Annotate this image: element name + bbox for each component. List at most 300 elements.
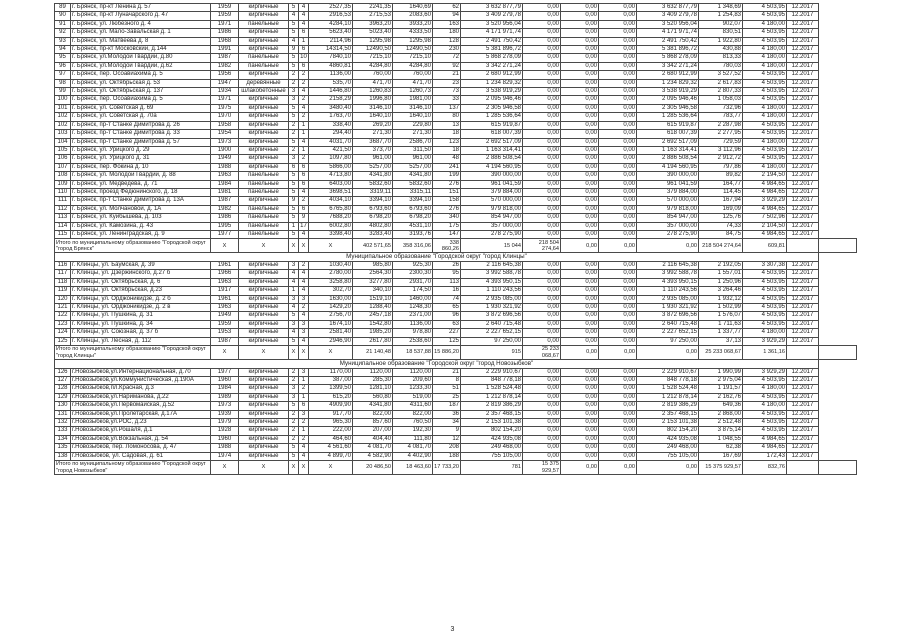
table-cell: 0,00 — [523, 377, 561, 385]
table-cell: 1934 — [211, 88, 239, 96]
table-cell: 0,00 — [561, 295, 599, 303]
subtotal-label: Итого по муниципальному образованию "Городской округ "город Клинцы" — [55, 346, 211, 360]
table-cell: 1975 — [211, 104, 239, 112]
table-cell: 0,00 — [523, 444, 561, 452]
table-cell: 207,00 — [353, 427, 393, 435]
table-cell: 278 275,90 — [461, 230, 523, 238]
table-cell: 0,00 — [599, 377, 637, 385]
table-cell: 430,88 — [699, 46, 743, 54]
table-cell: 1988 — [211, 444, 239, 452]
table-cell: 1281,10 — [353, 385, 393, 393]
table-cell: 1 930 321,92 — [461, 304, 523, 312]
table-cell: 917,70 — [309, 410, 353, 418]
table-cell: г. Клинцы, ул. Пушкина, д. 34 — [71, 320, 211, 328]
table-cell: кирпичные — [239, 163, 289, 171]
table-cell: г. Брянск, ул.Молодой Гвардии, д.62 — [71, 62, 211, 70]
table-cell: 229,80 — [393, 121, 433, 129]
table-cell: 1973 — [211, 402, 239, 410]
table-cell: 4 081,70 — [393, 444, 433, 452]
table-cell: 0,00 — [599, 172, 637, 180]
table-cell: 14314,50 — [309, 46, 353, 54]
table-cell: 129 — [55, 393, 71, 401]
table-cell: 271,30 — [353, 130, 393, 138]
table-cell: 249 468,00 — [461, 444, 523, 452]
table-cell: 1995 — [211, 222, 239, 230]
table-cell: 1460,00 — [393, 295, 433, 303]
table-cell: 2 192,05 — [699, 261, 743, 269]
table-cell: 0,00 — [599, 121, 637, 129]
table-cell: 732,96 — [699, 104, 743, 112]
table-cell: 96 — [433, 312, 461, 320]
table-cell: 1429,20 — [309, 304, 353, 312]
table-row — [55, 46, 857, 54]
subtotal-cell: 0,00 — [637, 239, 699, 253]
table-cell: 7840,10 — [309, 54, 353, 62]
table-cell: 2241,35 — [353, 4, 393, 12]
table-cell: 1 285 536,64 — [461, 113, 523, 121]
table-cell: 471,70 — [393, 79, 433, 87]
table-cell: 110 — [55, 188, 71, 196]
table-cell: 0,00 — [523, 385, 561, 393]
table-cell: 1 — [299, 427, 309, 435]
table-cell: г. Брянск, пр-кт Луначарского д. 47 — [71, 12, 211, 20]
table-cell: г. Брянск, ул. Любезного д. 4 — [71, 20, 211, 28]
table-cell: 0,00 — [523, 287, 561, 295]
table-cell: 12.2017 — [787, 79, 819, 87]
table-cell: кирпичные — [239, 261, 289, 269]
table-cell: г. Брянск, ул. Молчановой, д. 1А — [71, 205, 211, 213]
table-cell: 2 — [299, 79, 309, 87]
table-cell: 1949 — [211, 155, 239, 163]
table-cell: 4 180,00 — [743, 138, 787, 146]
subtotal-cell: 15 375 929,57 — [523, 461, 561, 475]
table-cell: 0,00 — [523, 419, 561, 427]
table-cell: 72 — [433, 54, 461, 62]
table-cell: 0,00 — [523, 163, 561, 171]
table-row — [55, 197, 857, 205]
table-cell: 4 402,90 — [393, 452, 433, 460]
table-cell: 0,00 — [523, 427, 561, 435]
table-cell: 3 520 956,04 — [637, 20, 699, 28]
table-cell: 4 194 560,95 — [637, 163, 699, 171]
table-cell: 12.2017 — [787, 278, 819, 286]
table-cell: 12.2017 — [787, 29, 819, 37]
table-row — [55, 337, 857, 345]
table-cell: 10 — [300, 54, 307, 61]
table-cell: 1988 — [211, 163, 239, 171]
table-cell: 84,75 — [699, 230, 743, 238]
table-cell: 424 935,08 — [461, 435, 523, 443]
table-cell: 5 868 278,09 — [461, 54, 523, 62]
table-row — [55, 435, 857, 443]
table-cell: 1961 — [211, 261, 239, 269]
table-cell: 2 229 910,67 — [637, 368, 699, 376]
table-cell: 105 — [55, 146, 71, 154]
table-cell: 4 984,65 — [743, 435, 787, 443]
table-cell: г. Брянск, пер. Осоавиахима д. 5 — [71, 71, 211, 79]
table-cell: 5 — [289, 188, 299, 196]
section-title: Муниципальное образование "Городской округ "город Новозыбков" — [55, 360, 819, 369]
table-cell: 209,60 — [393, 377, 433, 385]
table-row — [55, 130, 857, 138]
table-cell: 1 — [299, 121, 309, 129]
table-cell: 36 — [433, 410, 461, 418]
table-cell: 0,00 — [561, 402, 599, 410]
table-cell: 3 — [299, 320, 309, 328]
table-cell: 106 — [55, 155, 71, 163]
table-cell: 12.2017 — [787, 444, 819, 452]
table-cell: 4 503,95 — [743, 121, 787, 129]
table-cell: 0,00 — [599, 368, 637, 376]
table-cell: 2 491 750,42 — [637, 37, 699, 45]
table-cell: 0,00 — [599, 62, 637, 70]
table-cell: 857,60 — [353, 419, 393, 427]
table-cell: 107 — [55, 163, 71, 171]
subtotal-cell — [787, 461, 819, 475]
table-cell: 2916,53 — [309, 12, 353, 20]
table-cell: 12.2017 — [787, 197, 819, 205]
table-cell: г. Клинцы, ул. Орджоникидзе, д. 2 в — [71, 304, 211, 312]
table-cell: 3 — [299, 368, 309, 376]
table-cell: 2 — [299, 113, 309, 121]
table-cell: 95 — [433, 270, 461, 278]
table-cell: 5 381 896,72 — [461, 46, 523, 54]
table-cell: 276 — [433, 180, 461, 188]
table-cell: 1959 — [211, 4, 239, 12]
table-cell: 0,00 — [523, 410, 561, 418]
table-cell: 1960 — [211, 435, 239, 443]
table-cell: 96 — [55, 62, 71, 70]
table-cell: г. Брянск, пер. Фокина д. 10 — [71, 163, 211, 171]
table-cell: 3 — [289, 96, 299, 104]
table-cell: 108 — [55, 172, 71, 180]
subtotal-row — [55, 461, 857, 475]
table-cell: 0,00 — [523, 452, 561, 460]
table-cell: 0,00 — [599, 337, 637, 345]
table-cell: 5 868 278,09 — [637, 54, 699, 62]
table-cell: 3 342 271,24 — [637, 62, 699, 70]
table-cell: 0,00 — [561, 278, 599, 286]
table-cell: 3 929,29 — [743, 368, 787, 376]
table-cell: 0,00 — [561, 121, 599, 129]
table-cell: г.Новозыбков,ул.Первомайская, д.52 — [71, 402, 211, 410]
table-cell: 0,00 — [523, 304, 561, 312]
table-cell: 0,00 — [561, 12, 599, 20]
subtotal-cell: 0,00 — [599, 461, 637, 475]
table-cell: 4 — [299, 287, 309, 295]
table-cell: 2 680 912,99 — [637, 71, 699, 79]
table-cell: 1959 — [211, 320, 239, 328]
table-cell: 2 — [289, 410, 299, 418]
table-cell: г. Клинцы, ул. Орджоникидзе, д. 2 б — [71, 295, 211, 303]
table-cell: 12.2017 — [787, 71, 819, 79]
table-cell: 4 503,95 — [743, 37, 787, 45]
table-cell: 5866,00 — [309, 163, 353, 171]
table-cell: 0,00 — [561, 188, 599, 196]
table-cell: 111 — [55, 197, 71, 205]
table-cell: 4 984,65 — [743, 205, 787, 213]
table-cell: 4 — [299, 188, 309, 196]
table-cell: 4 503,95 — [743, 71, 787, 79]
subtotal-cell: X — [239, 461, 289, 475]
table-cell: 5 — [289, 312, 299, 320]
table-cell: 4 503,95 — [743, 287, 787, 295]
table-cell: 12.2017 — [787, 410, 819, 418]
table-cell: 0,00 — [523, 130, 561, 138]
table-cell: 615,20 — [309, 393, 353, 401]
table-cell: кирпичные — [239, 4, 289, 12]
table-cell: 4284,80 — [393, 62, 433, 70]
subtotal-label: Итого по муниципальному образованию "Городской округ "город Брянск" — [55, 239, 211, 253]
table-cell: 1960 — [211, 377, 239, 385]
table-cell: 1987 — [211, 197, 239, 205]
table-cell: 0,00 — [561, 312, 599, 320]
table-cell: 471,70 — [353, 79, 393, 87]
table-cell: 5 — [289, 214, 299, 222]
table-cell: 1 502,99 — [699, 304, 743, 312]
table-cell: 112 — [55, 205, 71, 213]
subtotal-cell: 15 375 929,57 — [699, 461, 743, 475]
table-cell: 4 503,95 — [743, 304, 787, 312]
table-cell: г.Новозыбков,ул.РОС, д.23 — [71, 419, 211, 427]
table-cell: 0,00 — [523, 188, 561, 196]
table-cell: 3398,40 — [309, 230, 353, 238]
table-cell: 1977 — [211, 368, 239, 376]
table-cell: 123 — [433, 138, 461, 146]
table-cell: г. Брянск, ул. Советская д. 70а — [71, 113, 211, 121]
table-cell: 4 194 560,95 — [461, 163, 523, 171]
table-cell: 1 — [289, 222, 299, 230]
table-cell: 1982 — [211, 62, 239, 70]
table-cell: 1939 — [211, 410, 239, 418]
table-cell: 340 — [433, 214, 461, 222]
table-cell: 3319,11 — [353, 188, 393, 196]
subtotal-cell: 832,76 — [743, 461, 787, 475]
table-cell: 1446,80 — [309, 88, 353, 96]
table-cell: 163 — [433, 20, 461, 28]
table-cell: 848 778,18 — [637, 377, 699, 385]
table-cell: 4 — [289, 37, 299, 45]
table-cell: 6 — [289, 163, 299, 171]
table-cell: 3 929,29 — [743, 197, 787, 205]
table-cell: 0,00 — [561, 385, 599, 393]
table-cell: 120 — [55, 295, 71, 303]
table-cell: 3 527,52 — [699, 71, 743, 79]
table-cell: 227 — [433, 329, 461, 337]
table-cell: 4 — [299, 444, 309, 452]
table-cell: 2 116 645,38 — [637, 261, 699, 269]
table-cell: 5 — [289, 54, 299, 62]
table-cell: 4 180,00 — [743, 329, 787, 337]
table-cell: 0,00 — [599, 54, 637, 62]
table-cell: 3 520 956,04 — [461, 20, 523, 28]
table-cell: 12.2017 — [787, 96, 819, 104]
table-cell: 51 — [433, 385, 461, 393]
table-cell: 2 — [289, 121, 299, 129]
table-cell: 0,00 — [561, 222, 599, 230]
table-cell: кирпичные — [239, 130, 289, 138]
table-cell: 6403,00 — [309, 180, 353, 188]
table-cell: 4 180,00 — [743, 385, 787, 393]
subtotal-row — [55, 239, 857, 253]
table-cell: 104 — [55, 138, 71, 146]
table-cell: 12.2017 — [787, 270, 819, 278]
table-cell: г. Брянск, пер. Осоавиахима д. 5 — [71, 96, 211, 104]
table-cell: 2 — [299, 435, 309, 443]
table-cell: 3 992 588,78 — [637, 270, 699, 278]
table-cell: 62,38 — [699, 444, 743, 452]
table-cell: 12.2017 — [787, 312, 819, 320]
table-cell: 0,00 — [561, 62, 599, 70]
table-cell: 4 503,95 — [743, 320, 787, 328]
table-cell: 0,00 — [561, 452, 599, 460]
table-cell: 114,45 — [699, 188, 743, 196]
table-cell: 4 393 950,15 — [637, 278, 699, 286]
table-cell: 74 — [433, 295, 461, 303]
table-cell: 8 — [433, 377, 461, 385]
table-cell: 0,00 — [523, 146, 561, 154]
table-cell: 755 105,00 — [461, 452, 523, 460]
table-cell: 2 640 715,48 — [637, 320, 699, 328]
table-cell: 2 095 946,46 — [637, 96, 699, 104]
subtotal-cell: 20 486,50 — [353, 461, 393, 475]
table-cell: 2 305 946,58 — [461, 104, 523, 112]
table-cell: 4 503,95 — [743, 312, 787, 320]
table-cell: 4 984,65 — [743, 180, 787, 188]
subtotal-cell: 0,00 — [561, 461, 599, 475]
table-cell: 174,50 — [393, 287, 433, 295]
table-cell: 0,00 — [599, 163, 637, 171]
table-cell: 12.2017 — [787, 385, 819, 393]
table-cell: 12.2017 — [787, 172, 819, 180]
table-cell: 1979 — [211, 419, 239, 427]
table-cell: 7 502,96 — [743, 214, 787, 222]
subtotal-cell: 18 537,88 — [393, 346, 433, 360]
table-cell: 1030,40 — [309, 261, 353, 269]
table-cell: 0,00 — [561, 54, 599, 62]
table-cell: 294,40 — [309, 130, 353, 138]
subtotal-cell: X — [289, 461, 299, 475]
section-title: Муниципальное образование "Городской округ "город Клинцы" — [55, 253, 819, 262]
table-cell: 3 — [289, 295, 299, 303]
table-cell: 4 503,95 — [743, 410, 787, 418]
table-cell: 1982 — [211, 205, 239, 213]
table-cell: 2 227 652,15 — [637, 329, 699, 337]
table-cell: 1 — [289, 287, 299, 295]
table-cell: 12.2017 — [787, 4, 819, 12]
table-row — [55, 410, 857, 418]
table-cell: 3 632 877,79 — [461, 4, 523, 12]
table-cell: панельные — [239, 222, 289, 230]
table-cell: 114 — [55, 222, 71, 230]
table-cell: 241 — [433, 163, 461, 171]
table-cell: 1 250,96 — [699, 278, 743, 286]
table-cell: 118 — [55, 278, 71, 286]
table-cell: 0,00 — [599, 304, 637, 312]
table-cell: 2 116 645,38 — [461, 261, 523, 269]
table-row — [55, 188, 857, 196]
table-cell: 5 — [289, 402, 299, 410]
table-cell: панельные — [239, 205, 289, 213]
table-cell: 199 — [433, 172, 461, 180]
table-cell: 780,03 — [699, 62, 743, 70]
table-cell: 3 — [289, 88, 299, 96]
table-cell: 89,82 — [699, 172, 743, 180]
table-cell: 2756,70 — [309, 312, 353, 320]
table-cell: 0,00 — [523, 12, 561, 20]
table-cell: 249 468,00 — [637, 444, 699, 452]
subtotal-cell: 18 463,60 — [393, 461, 433, 475]
table-cell: 100 — [55, 96, 71, 104]
table-cell: 925,30 — [393, 261, 433, 269]
table-cell: 130 — [55, 402, 71, 410]
table-cell: 2 — [289, 427, 299, 435]
table-cell: шлакобетонные — [239, 88, 289, 96]
table-cell: 3394,10 — [353, 197, 393, 205]
table-cell: 3 632 877,79 — [637, 4, 699, 12]
table-cell: 2 — [299, 155, 309, 163]
table-cell: 1 557,01 — [699, 270, 743, 278]
table-cell: 5 — [289, 113, 299, 121]
table-cell: 0,00 — [523, 214, 561, 222]
table-cell: кирпичные — [239, 452, 289, 460]
table-cell: 979 818,00 — [637, 205, 699, 213]
table-cell: 1 — [299, 393, 309, 401]
table-cell: 0,00 — [523, 79, 561, 87]
table-cell: 0,00 — [599, 197, 637, 205]
table-cell: кирпичные — [239, 329, 289, 337]
table-cell: 2 104,50 — [743, 222, 787, 230]
table-cell: 5832,60 — [393, 180, 433, 188]
table-cell: 0,00 — [599, 320, 637, 328]
table-cell: 1 576,07 — [699, 312, 743, 320]
table-cell: 2 — [289, 435, 299, 443]
table-cell: 12.2017 — [787, 20, 819, 28]
table-row — [55, 113, 857, 121]
table-cell: 340,10 — [353, 287, 393, 295]
table-cell: 0,00 — [599, 385, 637, 393]
table-cell: 854 947,00 — [637, 214, 699, 222]
table-cell: 2 912,72 — [699, 155, 743, 163]
table-cell: г. Брянск, ул. Октябрьская д. 53 — [71, 79, 211, 87]
table-cell: 4 180,00 — [743, 104, 787, 112]
table-cell: 1288,40 — [353, 304, 393, 312]
table-cell: 0,00 — [599, 188, 637, 196]
table-cell: 854 947,00 — [461, 214, 523, 222]
table-cell: 965,30 — [309, 419, 353, 427]
table-cell: 4 503,95 — [743, 79, 787, 87]
table-cell: 1170,00 — [309, 368, 353, 376]
table-cell: 23 — [433, 79, 461, 87]
table-cell: 2 807,33 — [699, 88, 743, 96]
table-cell: 102 — [55, 113, 71, 121]
table-cell: 5 — [289, 444, 299, 452]
table-cell: 0,00 — [599, 29, 637, 37]
table-row — [55, 29, 857, 37]
table-cell: 535,70 — [309, 79, 353, 87]
table-cell: 2 162,76 — [699, 393, 743, 401]
table-cell: г. Клинцы, ул. Пушкина, д. 31 — [71, 312, 211, 320]
table-cell: 1977 — [211, 230, 239, 238]
table-cell: 0,00 — [523, 393, 561, 401]
table-cell: кирпичные — [239, 96, 289, 104]
table-cell: 5 — [289, 138, 299, 146]
table-cell: 729,59 — [699, 138, 743, 146]
table-cell: 1 337,77 — [699, 329, 743, 337]
table-cell: 9 — [289, 46, 299, 54]
table-cell: 0,00 — [523, 88, 561, 96]
table-cell: кирпичные — [239, 435, 289, 443]
